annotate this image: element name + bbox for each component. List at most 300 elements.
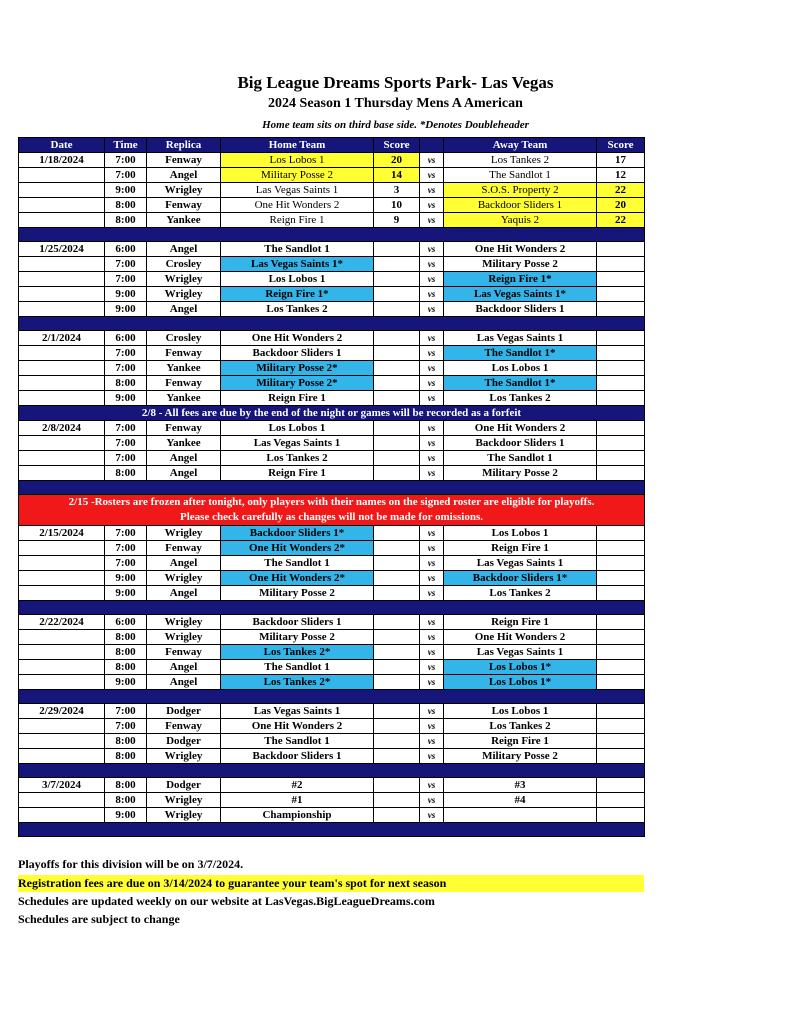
home-team: Los Lobos 1	[221, 153, 374, 168]
away-score	[597, 556, 645, 571]
home-team: Los Tankes 2*	[221, 675, 374, 690]
game-date	[19, 361, 105, 376]
game-time: 8:00	[105, 213, 147, 228]
home-team: Military Posse 2	[221, 630, 374, 645]
away-score	[597, 451, 645, 466]
game-date: 3/7/2024	[19, 778, 105, 793]
away-score	[597, 615, 645, 630]
game-time: 7:00	[105, 704, 147, 719]
home-team: Military Posse 2*	[221, 361, 374, 376]
away-team: The Sandlot 1*	[444, 376, 597, 391]
game-time: 8:00	[105, 466, 147, 481]
separator-row	[19, 317, 645, 331]
separator-cell	[19, 823, 645, 837]
game-row	[19, 675, 645, 690]
roster-notice-line1: 2/15 -Rosters are frozen after tonight, only players with their names on the signed roster are eligible for playoffs.	[68, 496, 595, 508]
away-score	[597, 346, 645, 361]
game-replica: Angel	[147, 466, 221, 481]
away-score: 17	[597, 153, 645, 168]
game-time: 7:00	[105, 421, 147, 436]
game-time: 9:00	[105, 287, 147, 302]
game-row	[19, 556, 645, 571]
game-replica: Crosley	[147, 331, 221, 346]
game-row	[19, 793, 645, 808]
home-team: One Hit Wonders 2	[221, 331, 374, 346]
away-score	[597, 376, 645, 391]
game-date: 2/1/2024	[19, 331, 105, 346]
game-row	[19, 272, 645, 287]
home-score	[374, 257, 420, 272]
away-score: 12	[597, 168, 645, 183]
game-replica: Dodger	[147, 704, 221, 719]
home-score	[374, 778, 420, 793]
home-score	[374, 376, 420, 391]
away-score	[597, 361, 645, 376]
game-replica: Dodger	[147, 734, 221, 749]
away-team: Reign Fire 1	[444, 615, 597, 630]
game-date	[19, 183, 105, 198]
game-time: 7:00	[105, 168, 147, 183]
game-time: 8:00	[105, 645, 147, 660]
vs-label: vs	[420, 466, 444, 481]
game-date	[19, 719, 105, 734]
away-team	[444, 808, 597, 823]
away-team: Los Lobos 1	[444, 361, 597, 376]
game-replica: Dodger	[147, 778, 221, 793]
home-score	[374, 331, 420, 346]
away-team: Los Lobos 1	[444, 704, 597, 719]
home-score	[374, 615, 420, 630]
game-row	[19, 466, 645, 481]
vs-label: vs	[420, 287, 444, 302]
footer-subject-to-change: Schedules are subject to change	[18, 912, 180, 926]
game-row	[19, 541, 645, 556]
game-row	[19, 287, 645, 302]
separator-row	[19, 228, 645, 242]
vs-label: vs	[420, 645, 444, 660]
game-time: 7:00	[105, 346, 147, 361]
game-replica: Fenway	[147, 541, 221, 556]
game-time: 8:00	[105, 376, 147, 391]
away-team: Los Tankes 2	[444, 391, 597, 406]
vs-label: vs	[420, 153, 444, 168]
away-team: #4	[444, 793, 597, 808]
game-date: 1/18/2024	[19, 153, 105, 168]
game-date	[19, 466, 105, 481]
footer-website: Schedules are updated weekly on our website at LasVegas.BigLeagueDreams.com	[18, 894, 435, 908]
game-replica: Fenway	[147, 376, 221, 391]
away-team: Los Lobos 1	[444, 526, 597, 541]
schedule-table	[18, 137, 645, 837]
game-date	[19, 556, 105, 571]
game-time: 8:00	[105, 630, 147, 645]
away-team: Reign Fire 1	[444, 541, 597, 556]
game-time: 6:00	[105, 242, 147, 257]
game-row	[19, 242, 645, 257]
away-score	[597, 660, 645, 675]
vs-label: vs	[420, 391, 444, 406]
col-away-team: Away Team	[444, 138, 597, 153]
game-row	[19, 615, 645, 630]
away-team: The Sandlot 1	[444, 168, 597, 183]
separator-row	[19, 481, 645, 495]
header-note: Home team sits on third base side. *Denotes Doubleheader	[262, 119, 529, 131]
separator-cell	[19, 764, 645, 778]
away-score	[597, 734, 645, 749]
schedule-body	[19, 153, 645, 837]
away-team: Los Lobos 1*	[444, 675, 597, 690]
home-team: Reign Fire 1*	[221, 287, 374, 302]
away-team: Backdoor Sliders 1	[444, 198, 597, 213]
separator-row	[19, 764, 645, 778]
game-date	[19, 586, 105, 601]
home-score	[374, 749, 420, 764]
game-row	[19, 808, 645, 823]
away-team: S.O.S. Property 2	[444, 183, 597, 198]
vs-label: vs	[420, 451, 444, 466]
game-date	[19, 302, 105, 317]
game-replica: Wrigley	[147, 630, 221, 645]
game-date	[19, 571, 105, 586]
game-time: 9:00	[105, 675, 147, 690]
home-team: Los Tankes 2	[221, 302, 374, 317]
home-team: Military Posse 2*	[221, 376, 374, 391]
home-score	[374, 793, 420, 808]
separator-cell	[19, 317, 645, 331]
home-team: The Sandlot 1	[221, 734, 374, 749]
separator-cell	[19, 481, 645, 495]
away-score	[597, 778, 645, 793]
game-replica: Fenway	[147, 346, 221, 361]
away-score	[597, 242, 645, 257]
game-time: 9:00	[105, 586, 147, 601]
game-date	[19, 198, 105, 213]
game-time: 8:00	[105, 749, 147, 764]
game-time: 9:00	[105, 302, 147, 317]
game-time: 8:00	[105, 778, 147, 793]
separator-row	[19, 823, 645, 837]
away-team: Los Lobos 1*	[444, 660, 597, 675]
home-team: Reign Fire 1	[221, 466, 374, 481]
away-team: Backdoor Sliders 1	[444, 436, 597, 451]
vs-label: vs	[420, 749, 444, 764]
away-team: The Sandlot 1*	[444, 346, 597, 361]
home-score	[374, 586, 420, 601]
vs-label: vs	[420, 331, 444, 346]
separator-cell	[19, 601, 645, 615]
vs-label: vs	[420, 719, 444, 734]
home-score	[374, 734, 420, 749]
home-team: The Sandlot 1	[221, 660, 374, 675]
game-time: 6:00	[105, 615, 147, 630]
game-time: 8:00	[105, 198, 147, 213]
home-score	[374, 719, 420, 734]
header-row	[19, 138, 645, 153]
away-score	[597, 645, 645, 660]
vs-label: vs	[420, 302, 444, 317]
col-home-team: Home Team	[221, 138, 374, 153]
home-team: Championship	[221, 808, 374, 823]
game-date	[19, 272, 105, 287]
away-score	[597, 391, 645, 406]
footer-registration: Registration fees are due on 3/14/2024 to guarantee your team's spot for next season	[18, 875, 644, 892]
game-row	[19, 571, 645, 586]
vs-label: vs	[420, 793, 444, 808]
game-time: 7:00	[105, 153, 147, 168]
game-time: 8:00	[105, 660, 147, 675]
game-date	[19, 451, 105, 466]
away-score	[597, 331, 645, 346]
game-replica: Yankee	[147, 213, 221, 228]
home-score	[374, 556, 420, 571]
game-row	[19, 719, 645, 734]
game-row	[19, 331, 645, 346]
home-score: 20	[374, 153, 420, 168]
away-score	[597, 287, 645, 302]
home-score	[374, 242, 420, 257]
away-team: Los Tankes 2	[444, 153, 597, 168]
game-replica: Crosley	[147, 257, 221, 272]
roster-notice-row	[19, 495, 645, 526]
game-time: 9:00	[105, 571, 147, 586]
home-team: Las Vegas Saints 1	[221, 436, 374, 451]
away-score	[597, 793, 645, 808]
game-replica: Wrigley	[147, 526, 221, 541]
game-date: 2/22/2024	[19, 615, 105, 630]
game-date	[19, 734, 105, 749]
game-date: 2/29/2024	[19, 704, 105, 719]
away-team: #3	[444, 778, 597, 793]
home-team: Reign Fire 1	[221, 213, 374, 228]
separator-cell	[19, 690, 645, 704]
home-score	[374, 808, 420, 823]
home-team: Los Tankes 2	[221, 451, 374, 466]
game-row	[19, 436, 645, 451]
game-row	[19, 749, 645, 764]
game-time: 7:00	[105, 451, 147, 466]
game-replica: Wrigley	[147, 793, 221, 808]
game-row	[19, 660, 645, 675]
game-date	[19, 675, 105, 690]
game-date	[19, 541, 105, 556]
game-time: 9:00	[105, 391, 147, 406]
game-time: 8:00	[105, 734, 147, 749]
game-replica: Wrigley	[147, 808, 221, 823]
away-score: 22	[597, 213, 645, 228]
roster-notice-line2: Please check carefully as changes will not be made for omissions.	[180, 511, 483, 523]
game-time: 7:00	[105, 541, 147, 556]
game-row	[19, 526, 645, 541]
away-score: 22	[597, 183, 645, 198]
vs-label: vs	[420, 675, 444, 690]
game-date	[19, 287, 105, 302]
game-row	[19, 257, 645, 272]
game-date	[19, 660, 105, 675]
game-date	[19, 391, 105, 406]
away-score	[597, 541, 645, 556]
home-score: 3	[374, 183, 420, 198]
home-score	[374, 272, 420, 287]
game-replica: Angel	[147, 556, 221, 571]
notice-row	[19, 406, 645, 421]
away-team: The Sandlot 1	[444, 451, 597, 466]
home-team: Las Vegas Saints 1	[221, 183, 374, 198]
home-team: Backdoor Sliders 1	[221, 346, 374, 361]
game-replica: Fenway	[147, 719, 221, 734]
game-time: 7:00	[105, 526, 147, 541]
home-team: #2	[221, 778, 374, 793]
away-score	[597, 630, 645, 645]
game-row	[19, 778, 645, 793]
separator-row	[19, 690, 645, 704]
vs-label: vs	[420, 630, 444, 645]
home-team: Military Posse 2	[221, 168, 374, 183]
away-team: Yaquis 2	[444, 213, 597, 228]
vs-label: vs	[420, 436, 444, 451]
away-team: Reign Fire 1*	[444, 272, 597, 287]
game-row	[19, 376, 645, 391]
game-time: 9:00	[105, 183, 147, 198]
game-time: 6:00	[105, 331, 147, 346]
game-replica: Angel	[147, 302, 221, 317]
home-team: Reign Fire 1	[221, 391, 374, 406]
game-row	[19, 183, 645, 198]
game-replica: Angel	[147, 242, 221, 257]
game-date	[19, 346, 105, 361]
home-team: Backdoor Sliders 1	[221, 749, 374, 764]
away-team: Backdoor Sliders 1*	[444, 571, 597, 586]
col-home-score: Score	[374, 138, 420, 153]
footer-playoffs: Playoffs for this division will be on 3/7/2024.	[18, 857, 244, 871]
vs-label: vs	[420, 213, 444, 228]
game-row	[19, 704, 645, 719]
vs-label: vs	[420, 376, 444, 391]
away-team: Military Posse 2	[444, 749, 597, 764]
game-row	[19, 734, 645, 749]
away-score	[597, 586, 645, 601]
vs-label: vs	[420, 704, 444, 719]
col-away-score: Score	[597, 138, 645, 153]
home-team: One Hit Wonders 2*	[221, 571, 374, 586]
vs-label: vs	[420, 615, 444, 630]
away-team: Los Tankes 2	[444, 719, 597, 734]
game-date	[19, 808, 105, 823]
game-replica: Fenway	[147, 198, 221, 213]
home-score	[374, 526, 420, 541]
game-replica: Fenway	[147, 421, 221, 436]
game-replica: Wrigley	[147, 287, 221, 302]
home-team: Backdoor Sliders 1	[221, 615, 374, 630]
away-score	[597, 749, 645, 764]
game-replica: Yankee	[147, 391, 221, 406]
vs-label: vs	[420, 257, 444, 272]
game-row	[19, 302, 645, 317]
game-replica: Yankee	[147, 436, 221, 451]
game-replica: Fenway	[147, 645, 221, 660]
game-date	[19, 645, 105, 660]
game-date	[19, 749, 105, 764]
notice-text: 2/8 - All fees are due by the end of the night or games will be recorded as a forfeit	[19, 406, 645, 421]
vs-label: vs	[420, 526, 444, 541]
home-score	[374, 704, 420, 719]
game-row	[19, 586, 645, 601]
roster-notice	[19, 495, 645, 526]
game-time: 7:00	[105, 719, 147, 734]
game-date: 2/8/2024	[19, 421, 105, 436]
home-score	[374, 571, 420, 586]
home-team: One Hit Wonders 2	[221, 198, 374, 213]
game-row	[19, 451, 645, 466]
page-title: Big League Dreams Sports Park- Las Vegas	[237, 73, 554, 92]
away-score	[597, 436, 645, 451]
home-score	[374, 675, 420, 690]
away-score	[597, 704, 645, 719]
vs-label: vs	[420, 571, 444, 586]
game-time: 7:00	[105, 257, 147, 272]
game-date: 1/25/2024	[19, 242, 105, 257]
vs-label: vs	[420, 168, 444, 183]
game-date	[19, 257, 105, 272]
home-score	[374, 391, 420, 406]
home-team: #1	[221, 793, 374, 808]
game-replica: Fenway	[147, 153, 221, 168]
vs-label: vs	[420, 361, 444, 376]
away-team: Military Posse 2	[444, 257, 597, 272]
home-score	[374, 630, 420, 645]
game-row	[19, 361, 645, 376]
home-score	[374, 421, 420, 436]
home-score	[374, 541, 420, 556]
home-score	[374, 645, 420, 660]
away-score	[597, 272, 645, 287]
vs-label: vs	[420, 778, 444, 793]
game-replica: Angel	[147, 675, 221, 690]
away-team: Las Vegas Saints 1*	[444, 287, 597, 302]
vs-label: vs	[420, 421, 444, 436]
col-time: Time	[105, 138, 147, 153]
away-team: Las Vegas Saints 1	[444, 645, 597, 660]
home-team: Los Lobos 1	[221, 421, 374, 436]
away-score	[597, 571, 645, 586]
game-row	[19, 168, 645, 183]
game-time: 7:00	[105, 436, 147, 451]
game-time: 7:00	[105, 272, 147, 287]
home-score: 9	[374, 213, 420, 228]
home-team: Military Posse 2	[221, 586, 374, 601]
game-row	[19, 421, 645, 436]
vs-label: vs	[420, 541, 444, 556]
game-replica: Angel	[147, 660, 221, 675]
game-date	[19, 630, 105, 645]
game-replica: Wrigley	[147, 272, 221, 287]
home-score	[374, 361, 420, 376]
home-team: The Sandlot 1	[221, 242, 374, 257]
game-time: 9:00	[105, 808, 147, 823]
away-score: 20	[597, 198, 645, 213]
col-replica: Replica	[147, 138, 221, 153]
away-team: Las Vegas Saints 1	[444, 331, 597, 346]
vs-label: vs	[420, 660, 444, 675]
away-team: One Hit Wonders 2	[444, 242, 597, 257]
game-replica: Wrigley	[147, 571, 221, 586]
vs-label: vs	[420, 183, 444, 198]
home-score	[374, 660, 420, 675]
game-replica: Wrigley	[147, 749, 221, 764]
home-team: Las Vegas Saints 1*	[221, 257, 374, 272]
away-team: One Hit Wonders 2	[444, 630, 597, 645]
away-team: Reign Fire 1	[444, 734, 597, 749]
home-score	[374, 436, 420, 451]
